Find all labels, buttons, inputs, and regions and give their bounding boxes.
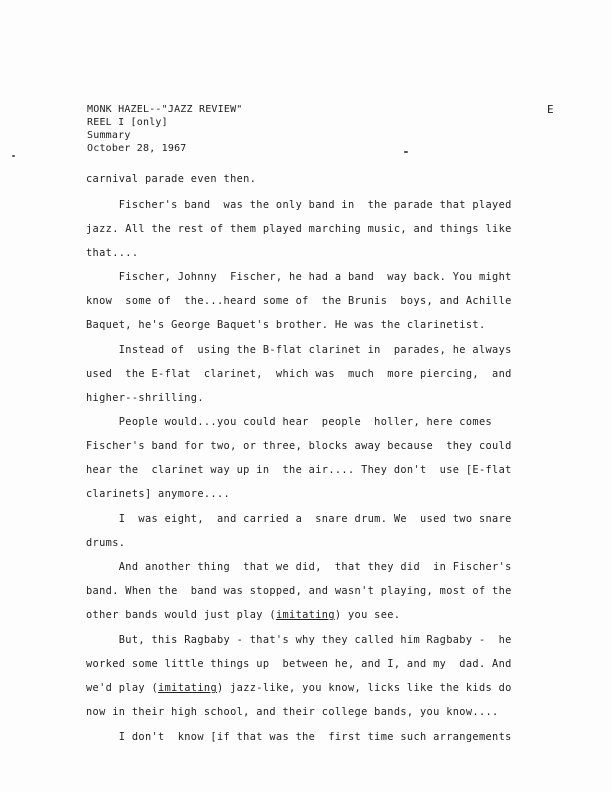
transcript-line: And another thing that we did, that they did in Fischer's: [86, 561, 512, 573]
transcript-line: jazz. All the rest of them played marching music, and things like: [86, 223, 512, 235]
header-date: October 28, 1967: [87, 143, 187, 154]
page-mark: E: [547, 103, 554, 116]
transcript-line: I was eight, and carried a snare drum. We used two snare: [86, 513, 512, 525]
transcript-line: worked some little things up between he, and I, and my dad. And: [86, 658, 512, 670]
transcript-line: [86, 608, 400, 622]
scan-speck: [404, 151, 408, 153]
transcript-line: carnival parade even then.: [86, 173, 257, 185]
line-text: ) jazz-like, you know, licks like the kids do: [217, 682, 512, 694]
transcript-line: Fischer's band for two, or three, blocks away because they could: [86, 440, 512, 452]
transcript-line: I don't know [if that was the first time such arrangements: [86, 731, 512, 743]
transcript-line: Fischer, Johnny Fischer, he had a band way back. You might: [86, 271, 512, 283]
underlined-word: imitating: [275, 609, 335, 621]
transcript-line: band. When the band was stopped, and wasn't playing, most of the: [86, 585, 512, 597]
transcript-line: now in their high school, and their college bands, you know....: [86, 706, 499, 718]
header-summary-label: Summary: [87, 130, 131, 141]
line-text: ) you see.: [334, 609, 401, 621]
line-text: other bands would just play (: [86, 609, 276, 621]
transcript-line: People would...you could hear people holler, here comes: [86, 416, 493, 428]
underlined-word: imitating: [158, 682, 217, 694]
transcript-line: know some of the...heard some of the Brunis boys, and Achille: [86, 295, 512, 307]
line-text: we'd play (: [86, 682, 159, 694]
header-reel: REEL I [only]: [87, 117, 168, 128]
scan-speck: [12, 155, 15, 157]
transcript-line: hear the clarinet way up in the air.... They don't use [E-flat: [86, 464, 512, 476]
header-title: MONK HAZEL--"JAZZ REVIEW": [87, 104, 243, 115]
transcript-line: drums.: [86, 537, 126, 549]
transcript-line: [86, 681, 512, 695]
transcript-line: that....: [86, 247, 139, 259]
transcript-line: Fischer's band was the only band in the parade that played: [86, 199, 512, 211]
document-header: [87, 103, 243, 155]
transcript-line: Baquet, he's George Baquet's brother. He was the clarinetist.: [86, 319, 486, 331]
transcript-line: higher--shrilling.: [86, 392, 204, 404]
transcript-line: clarinets] anymore....: [86, 488, 231, 500]
transcript-line: used the E-flat clarinet, which was much more piercing, and: [86, 368, 512, 380]
transcript-line: Instead of using the B-flat clarinet in parades, he always: [86, 344, 512, 356]
transcript-line: But, this Ragbaby - that's why they called him Ragbaby - he: [86, 634, 512, 646]
